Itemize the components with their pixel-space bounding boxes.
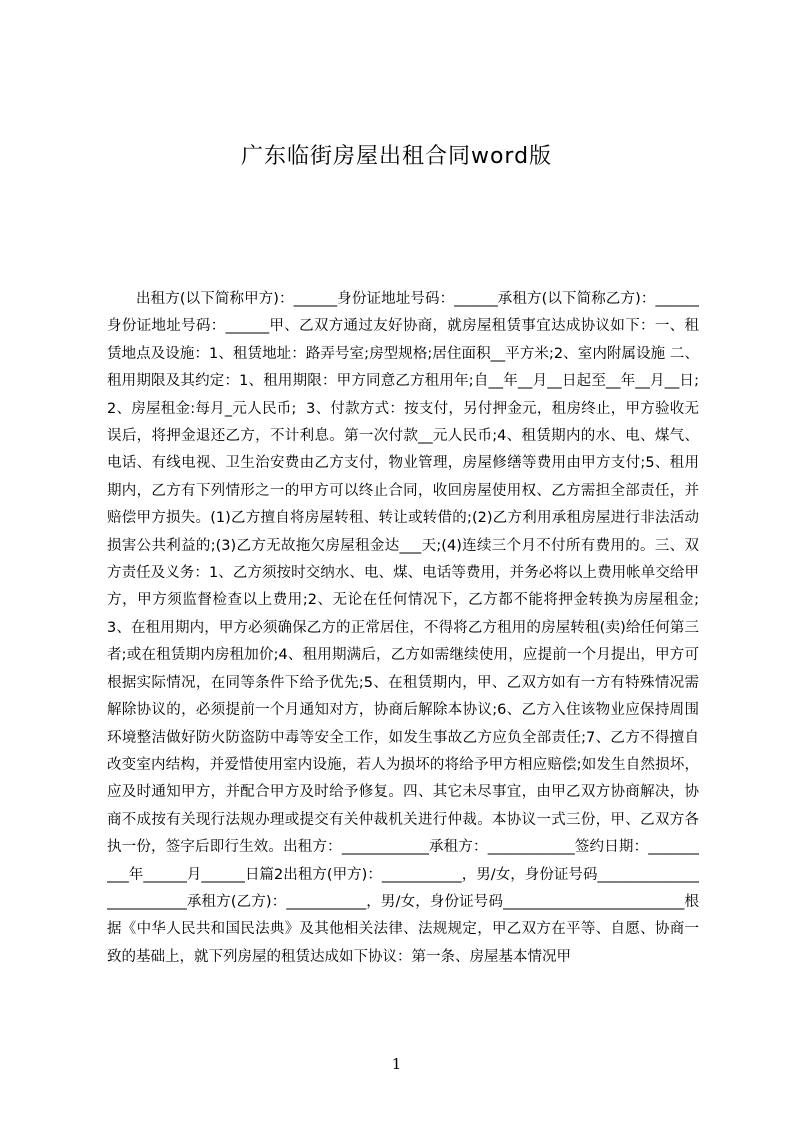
page-number: 1 [391, 1055, 402, 1073]
contract-body-paragraph: 出租方(以下简称甲方)：______身份证地址号码：______承租方(以下简称乙方)：______身份证地址号码：______甲、乙双方通过友好协商，就房屋租赁事宜达成协议如下：一、租赁地点及设施：1、租赁地址：路弄号室;房型规格;居住面积__平方米;2、室内附属设施 二、租用期限及其约定：1、租用期限：甲方同意乙方租用年;自__年__月__日起至__年__月__日;2、房屋租金:每月_元人民币; 3、付款方式：按支付，另付押金元，租房终止，甲方验收无误后，将押金退还乙方，不计利息。第一次付款__元人民币;4、租赁期内的水、电、煤气、电话、有线电视、卫生治安费由乙方支付，物业管理，房屋修缮等费用由甲方支付;5、租用期内，乙方有下列情形之一的甲方可以终止合同，收回房屋使用权、乙方需担全部责任，并赔偿甲方损失。(1)乙方擅自将房屋转租、转让或转借的;(2)乙方利用承租房屋进行非法活动损害公共利益的;(3)乙方无故拖欠房屋租金达___天;(4)连续三个月不付所有费用的。三、双方责任及义务：1、乙方须按时交纳水、电、煤、电话等费用，并务必将以上费用帐单交给甲方，甲方须监督检查以上费用;2、无论在任何情况下，乙方都不能将押金转换为房屋租金;3、在租用期内，甲方必须确保乙方的正常居住，不得将乙方租用的房屋转租(卖)给任何第三者;或在租赁期内房租加价;4、租用期满后，乙方如需继续使用，应提前一个月提出，甲方可根据实际情况，在同等条件下给予优先;5、在租赁期内，甲、乙双方如有一方有特殊情况需解除协议的，必须提前一个月通知对方，协商后解除本协议;6、乙方入住该物业应保持周围环境整洁做好防火防盗防中毒等安全工作，如发生事故乙方应负全部责任;7、乙方不得擅自改变室内结构，并爱惜使用室内设施，若人为损坏的将给予甲方相应赔偿;如发生自然损坏，应及时通知甲方，并配合甲方及时给予修复。四、其它未尽事宜，由甲乙双方协商解决，协商不成按有关现行法规办理或提交有关仲裁机关进行仲裁。本协议一式三份，甲、乙双方各执一份，签字后即行生效。出租方：____________承租方：____________签约日期：__________年______月______日篇2出租方(甲方)：___________，男/女，身份证号码_________________________承租方(乙方)：___________，男/女，身份证号码_________________________根据《中华人民共和国民法典》及其他相关法律、法规规定，甲乙双方在平等、自愿、协商一致的基础上，就下列房屋的租赁达成如下协议：第一条、房屋基本情况甲 [107, 291, 699, 965]
document-title: 广东临街房屋出租合同word版 [240, 144, 553, 169]
